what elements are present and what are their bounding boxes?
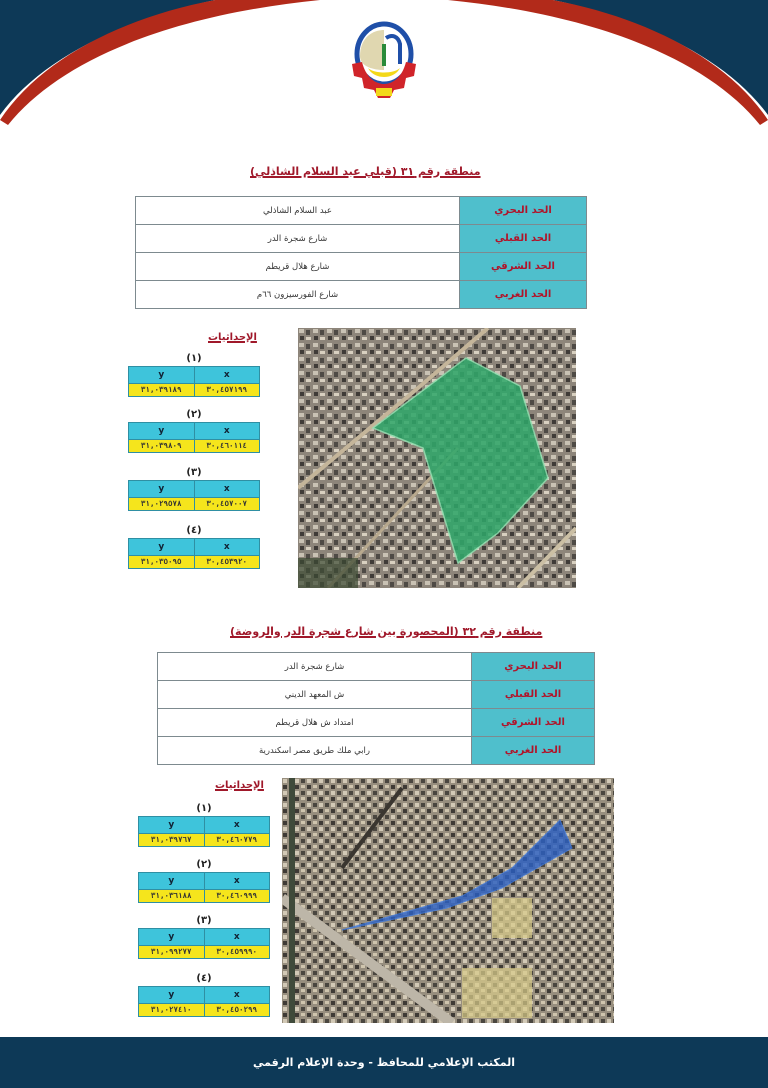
section-2-boundaries-table: [157, 652, 595, 765]
boundary-row: [158, 709, 594, 737]
x-value: ٣٠,٤٥٠٢٩٩: [216, 1005, 258, 1014]
boundary-value: ش المعهد الديني: [158, 681, 471, 708]
coord-block: [138, 802, 270, 847]
coord-values: [128, 498, 260, 511]
y-value: ٣١,٠٣٦١٨٨: [139, 890, 205, 902]
footer-text: المكتب الإعلامي للمحافظ - وحدة الإعلام الرقمي: [252, 1056, 516, 1069]
y-value: ٣١,٠٣٥٠٩٥: [129, 556, 195, 568]
coord-number: (٣): [186, 467, 202, 478]
y-value: ٣١,٠٣٩٧٦٧: [139, 834, 205, 846]
y-label: y: [139, 817, 205, 833]
coord-header: [138, 986, 270, 1004]
boundary-row: [158, 737, 594, 764]
x-value: ٣٠,٤٦٠٧٧٩: [216, 835, 258, 844]
section-1-boundaries-table: [135, 196, 587, 309]
y-value: ٣١,٠٣٩١٨٩: [129, 384, 195, 396]
x-label: x: [233, 820, 240, 830]
coord-header: [138, 816, 270, 834]
coord-values: [138, 946, 270, 959]
boundary-label: الحد الشرقي: [459, 253, 586, 280]
y-label: y: [129, 481, 195, 497]
coord-block: [128, 352, 260, 397]
boundary-label: الحد الشرقي: [471, 709, 594, 736]
boundary-row: [136, 281, 586, 308]
boundary-value: شارع هلال قريطم: [136, 253, 459, 280]
y-label: y: [129, 423, 195, 439]
coord-number: (٤): [196, 973, 212, 984]
coord-number: (١): [196, 803, 212, 814]
coord-values: [138, 1004, 270, 1017]
coord-header: [128, 480, 260, 498]
footer-banner: [0, 1037, 768, 1088]
x-value: ٣٠,٤٥٧١٩٩: [206, 385, 248, 394]
y-label: y: [139, 873, 205, 889]
y-label: y: [129, 367, 195, 383]
coord-number: (١): [186, 353, 202, 364]
coord-values: [138, 890, 270, 903]
y-value: ٣١,٠٣٩٨٠٩: [129, 440, 195, 452]
x-label: x: [233, 932, 240, 942]
boundary-row: [158, 681, 594, 709]
coord-header: [128, 422, 260, 440]
y-value: ٣١,٠٩٩٢٧٧: [139, 946, 205, 958]
boundary-label: الحد القبلي: [459, 225, 586, 252]
coord-block: [128, 408, 260, 453]
section-1-satellite-map: [298, 328, 576, 588]
boundary-row: [158, 653, 594, 681]
governorate-logo-icon: [340, 18, 428, 104]
x-value: ٣٠,٤٦٠١١٤: [206, 441, 248, 450]
coord-number: (٣): [196, 915, 212, 926]
coord-values: [128, 440, 260, 453]
boundary-label: الحد البحري: [459, 197, 586, 224]
coord-number: (٢): [186, 409, 202, 420]
boundary-value: امتداد ش هلال قريطم: [158, 709, 471, 736]
coord-block: [138, 972, 270, 1017]
coord-block: [138, 914, 270, 959]
y-label: y: [139, 929, 205, 945]
section-2-coords-title: الإحداثيات: [215, 780, 264, 791]
x-label: x: [223, 542, 230, 552]
boundary-label: الحد الغربي: [459, 281, 586, 308]
y-label: y: [129, 539, 195, 555]
y-value: ٣١,٠٢٧٤١٠: [139, 1004, 205, 1016]
boundary-row: [136, 253, 586, 281]
coord-block: [128, 466, 260, 511]
boundary-value: شارع شجرة الدر: [136, 225, 459, 252]
coord-values: [128, 556, 260, 569]
x-label: x: [223, 426, 230, 436]
coord-header: [128, 538, 260, 556]
coord-values: [138, 834, 270, 847]
boundary-row: [136, 197, 586, 225]
y-value: ٣١,٠٢٩٥٧٨: [129, 498, 195, 510]
boundary-label: الحد القبلي: [471, 681, 594, 708]
coord-block: [128, 524, 260, 569]
coord-header: [128, 366, 260, 384]
section-1-title: منطقة رقم ٣١ (قبلي عبد السلام الشاذلي): [250, 165, 481, 178]
x-value: ٣٠,٤٥٩٩٩٠: [216, 947, 258, 956]
x-label: x: [233, 876, 240, 886]
coord-block: [138, 858, 270, 903]
section-2-title: منطقة رقم ٣٢ (المحصورة بين شارع شجرة الدر والروضة): [230, 625, 543, 638]
x-value: ٣٠,٤٦٠٩٩٩: [216, 891, 258, 900]
coord-header: [138, 872, 270, 890]
coord-values: [128, 384, 260, 397]
x-value: ٣٠,٤٥٧٠٠٧: [206, 499, 248, 508]
boundary-label: الحد البحري: [471, 653, 594, 680]
section-2-satellite-map: [282, 778, 614, 1023]
boundary-row: [136, 225, 586, 253]
section-1-coords-title: الإحداثيات: [208, 332, 257, 343]
coord-number: (٤): [186, 525, 202, 536]
x-label: x: [223, 370, 230, 380]
boundary-value: شارع الفورسيزون ٦٦م: [136, 281, 459, 308]
x-value: ٣٠,٤٥٣٩٢٠: [206, 557, 248, 566]
y-label: y: [139, 987, 205, 1003]
boundary-value: شارع شجرة الدر: [158, 653, 471, 680]
coord-header: [138, 928, 270, 946]
boundary-label: الحد الغربي: [471, 737, 594, 764]
coord-number: (٢): [196, 859, 212, 870]
x-label: x: [223, 484, 230, 494]
boundary-value: عبد السلام الشاذلي: [136, 197, 459, 224]
boundary-value: رابي ملك طريق مصر اسكندرية: [158, 737, 471, 764]
x-label: x: [233, 990, 240, 1000]
